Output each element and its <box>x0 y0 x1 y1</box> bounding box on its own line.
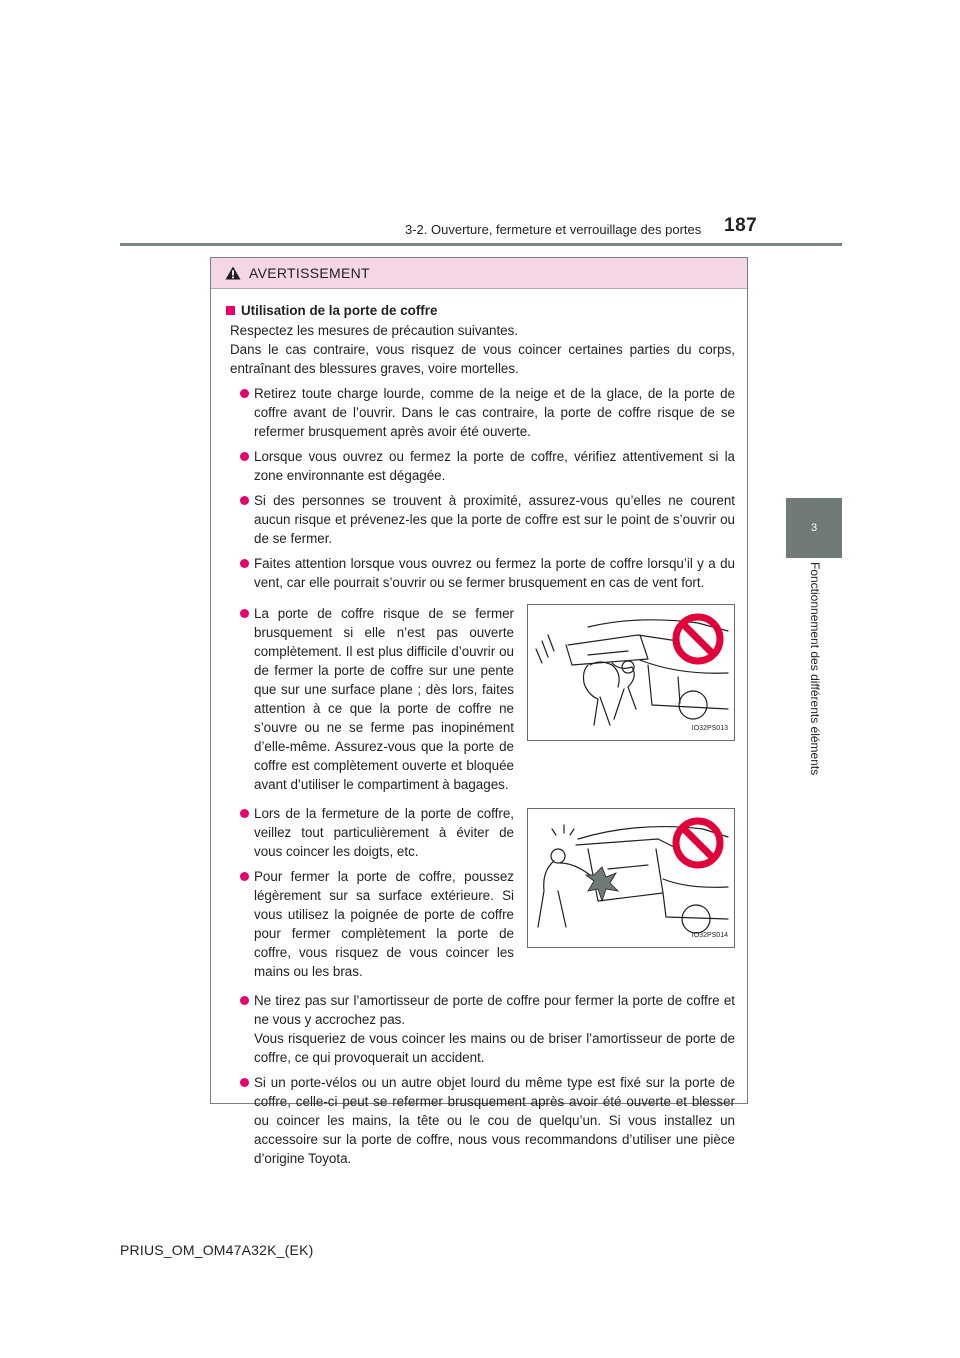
warning-body <box>211 289 747 1168</box>
item-text: Pour fermer la porte de coffre, poussez légèrement sur sa surface extérieure. Si vous utilisez la poignée de porte de coffre pour fermer complètement la porte de coffre, vous risquez de vous coincer les mains ou les bras. <box>254 869 514 979</box>
illustration-tailgate-falling <box>527 604 735 741</box>
chapter-number: 3 <box>810 522 818 534</box>
square-bullet-icon <box>226 306 235 315</box>
section-title: 3-2. Ouverture, fermeture et verrouillage des portes <box>405 222 702 237</box>
warning-item <box>226 991 735 1067</box>
figure-code: IO32PS013 <box>691 725 728 732</box>
warning-subhead <box>226 301 735 320</box>
intro-line: Respectez les mesures de précaution suivantes. <box>230 323 519 338</box>
prohibition-icon <box>672 613 724 665</box>
bullet-icon <box>240 452 249 461</box>
figure-row-text <box>226 804 514 981</box>
warning-item <box>226 804 514 861</box>
bullet-icon <box>240 1078 249 1087</box>
warning-header <box>211 258 747 289</box>
figure-row-text <box>226 604 514 794</box>
item-text: La porte de coffre risque de se fermer brusquement si elle n’est pas ouverte complètement. Il est plus difficile d’ouvrir ou de fermer la porte de coffre sur une pente que sur une surface plane ; dès lors, faites attention à ce que la porte de coffre ne s’ouvre ou ne se ferme pas inopinément d’elle-même. Assurez-vous que la porte de coffre est complètement ouverte et bloquée avant d’utiliser le compartiment à bagages. <box>254 606 514 792</box>
warning-item <box>226 867 514 981</box>
item-text: Si des personnes se trouvent à proximité, assurez-vous qu’elles ne courent aucun risque et prévenez-les que la porte de coffre est sur le point de s’ouvrir ou de se fermer. <box>254 493 735 546</box>
bullet-icon <box>240 389 249 398</box>
header-rule <box>120 243 842 246</box>
item-text: Si un porte-vélos ou un autre objet lourd du même type est fixé sur la porte de coffre, celle-ci peut se refermer brusquement après avoir été ouverte et blesser ou coincer les mains, la tête ou le cou de quelqu’un. Si vous installez un accessoire sur la porte de coffre, nous vous recommandons d’utiliser une pièce d’origine Toyota. <box>254 1075 735 1166</box>
bullet-icon <box>240 496 249 505</box>
figure-row <box>226 604 735 794</box>
document-code: PRIUS_OM_OM47A32K_(EK) <box>120 1242 314 1258</box>
bullet-icon <box>240 809 249 818</box>
chapter-tab[interactable] <box>786 498 842 558</box>
bullet-icon <box>240 872 249 881</box>
warning-box <box>210 257 748 1166</box>
illustration-pinched-hands <box>527 808 735 948</box>
bullet-icon <box>240 609 249 618</box>
figure-code: IO32PS014 <box>691 932 728 939</box>
chapter-label: Fonctionnement des différents éléments <box>808 562 822 776</box>
warning-title: AVERTISSEMENT <box>249 265 370 281</box>
item-text: Lorsque vous ouvrez ou fermez la porte de coffre, vérifiez attentivement si la zone environnante est dégagée. <box>254 449 735 483</box>
bullet-icon <box>240 996 249 1005</box>
bullet-icon <box>240 559 249 568</box>
warning-item <box>226 384 735 441</box>
warning-item <box>226 554 735 592</box>
page-number: 187 <box>724 215 758 236</box>
item-text: Faites attention lorsque vous ouvrez ou fermez la porte de coffre lorsqu’il y a du vent, car elle pourrait s’ouvrir ou se fermer brusquement en cas de vent fort. <box>254 556 735 590</box>
item-text: Retirez toute charge lourde, comme de la neige et de la glace, de la porte de coffre avant de l’ouvrir. Dans le cas contraire, la porte de coffre risque de se refermer brusquement après avoir été ouverte. <box>254 386 735 439</box>
warning-item <box>226 447 735 485</box>
item-text: Ne tirez pas sur l’amortisseur de porte de coffre pour fermer la porte de coffre et ne vous y accrochez pas. Vous risqueriez de vous coincer les mains ou de briser l’amortisseur de porte de coffre, ce qui provoquerait un accident. <box>254 993 735 1065</box>
intro-text <box>226 321 735 378</box>
intro-line: Dans le cas contraire, vous risquez de vous coincer certaines parties du corps, entraînant des blessures graves, voire mortelles. <box>230 342 735 376</box>
warning-item <box>226 604 514 794</box>
figure-row <box>226 804 735 981</box>
subhead-text: Utilisation de la porte de coffre <box>241 303 438 318</box>
warning-item <box>226 491 735 548</box>
prohibition-icon <box>672 817 724 869</box>
item-text: Lors de la fermeture de la porte de coffre, veillez tout particulièrement à éviter de vous coincer les doigts, etc. <box>254 806 514 859</box>
warning-triangle-icon <box>225 266 241 280</box>
warning-item <box>226 1073 735 1168</box>
